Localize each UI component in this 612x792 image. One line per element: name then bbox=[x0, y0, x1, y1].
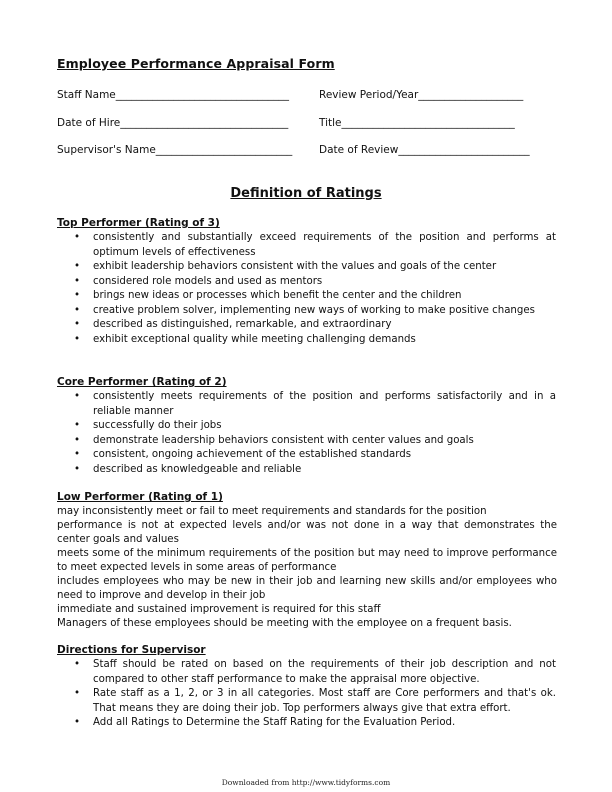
low-performer-line: immediate and sustained improvement is required for this staff bbox=[57, 604, 381, 615]
date-of-review-field[interactable]: Date of Review_________________________ bbox=[319, 144, 530, 156]
low-performer-line: may inconsistently meet or fail to meet requirements and standards for the position bbox=[57, 506, 487, 517]
low-performer-text bbox=[57, 505, 557, 631]
review-period-field[interactable]: Review Period/Year____________________ bbox=[319, 89, 524, 101]
title-field[interactable]: Title_________________________________ bbox=[319, 117, 515, 129]
list-item: • Add all Ratings to Determine the Staff Rating for the Evaluation Period. bbox=[57, 716, 556, 731]
top-performer-list bbox=[57, 231, 556, 347]
list-item: • described as knowledgeable and reliable bbox=[57, 463, 556, 478]
form-title: Employee Performance Appraisal Form bbox=[57, 56, 335, 71]
list-item: • brings new ideas or processes which benefit the center and the children bbox=[57, 289, 556, 304]
list-item: • described as distinguished, remarkable, and extraordinary bbox=[57, 318, 556, 333]
low-performer-line: Managers of these employees should be meeting with the employee on a frequent basis. bbox=[57, 618, 512, 629]
footer-download-link[interactable]: Downloaded from http://www.tidyforms.com bbox=[221, 778, 391, 787]
list-item: • consistently meets requirements of the position and performs satisfactorily and in a reliable manner bbox=[57, 390, 556, 419]
list-item: • considered role models and used as mentors bbox=[57, 275, 556, 290]
field-row-supervisor bbox=[57, 144, 557, 156]
date-of-hire-field[interactable]: Date of Hire________________________________ bbox=[57, 117, 289, 129]
list-item: • creative problem solver, implementing new ways of working to make positive changes bbox=[57, 304, 556, 319]
list-item: • consistently and substantially exceed requirements of the position and performs at optimum levels of effectiveness bbox=[57, 231, 556, 260]
list-item: • Staff should be rated on based on the requirements of their job description and not compared to other staff performance to make the appraisal more objective. bbox=[57, 658, 556, 687]
top-performer-heading: Top Performer (Rating of 3) bbox=[57, 217, 220, 229]
list-item: • exhibit exceptional quality while meeting challenging demands bbox=[57, 333, 556, 348]
field-row-date-of-hire bbox=[57, 117, 557, 129]
low-performer-line: includes employees who may be new in their job and learning new skills and/or employees who need to improve and develop in their job bbox=[57, 576, 557, 601]
supervisor-name-field[interactable]: Supervisor's Name__________________________ bbox=[57, 144, 293, 156]
low-performer-line: performance is not at expected levels and/or was not done in a way that demonstrates the center goals and values bbox=[57, 520, 557, 545]
definition-of-ratings-heading: Definition of Ratings bbox=[230, 186, 382, 201]
list-item: • consistent, ongoing achievement of the established standards bbox=[57, 448, 556, 463]
directions-list bbox=[57, 658, 556, 731]
core-performer-heading: Core Performer (Rating of 2) bbox=[57, 376, 227, 388]
list-item: • Rate staff as a 1, 2, or 3 in all categories. Most staff are Core performers and that's ok. That means they are doing their job. Top performers always give that extra effort. bbox=[57, 687, 556, 716]
field-row-staff-name bbox=[57, 89, 557, 101]
list-item: • exhibit leadership behaviors consistent with the values and goals of the center bbox=[57, 260, 556, 275]
list-item: • successfully do their jobs bbox=[57, 419, 556, 434]
list-item: • demonstrate leadership behaviors consistent with center values and goals bbox=[57, 434, 556, 449]
staff-name-field[interactable]: Staff Name_________________________________ bbox=[57, 89, 290, 101]
directions-heading: Directions for Supervisor bbox=[57, 644, 206, 656]
low-performer-heading: Low Performer (Rating of 1) bbox=[57, 491, 223, 503]
low-performer-line: meets some of the minimum requirements of the position but may need to improve performance to meet expected levels in some areas of performance bbox=[57, 548, 557, 573]
core-performer-list bbox=[57, 390, 556, 477]
